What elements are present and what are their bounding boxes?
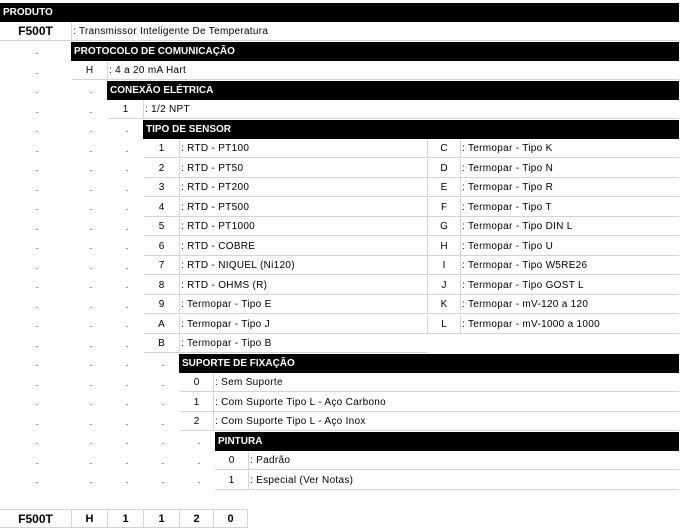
dot-leader: . bbox=[161, 436, 165, 446]
dot-leader: . bbox=[197, 455, 201, 466]
dot-leader: . bbox=[125, 338, 129, 349]
dot-leader: . bbox=[89, 338, 93, 349]
sensor-code: I bbox=[427, 256, 461, 275]
dot-leader: . bbox=[125, 143, 129, 154]
pintura-code: 1 bbox=[215, 471, 249, 490]
summary-code: 0 bbox=[214, 509, 248, 528]
sensor-code: 4 bbox=[144, 198, 180, 217]
dot-leader: . bbox=[35, 65, 39, 76]
dot-leader: . bbox=[35, 241, 39, 251]
sensor-code: 6 bbox=[144, 237, 180, 256]
dot-leader: . bbox=[89, 260, 93, 271]
dot-leader: . bbox=[125, 358, 129, 368]
dot-leader: . bbox=[125, 436, 129, 446]
dot-leader: . bbox=[89, 299, 93, 310]
dot-leader: . bbox=[89, 358, 93, 368]
sensor-code: 5 bbox=[144, 217, 180, 236]
conexao-header bbox=[107, 81, 679, 100]
dot-leader: . bbox=[35, 260, 39, 271]
summary-code: 1 bbox=[144, 509, 180, 528]
sensor-header-label: TIPO DE SENSOR bbox=[146, 124, 232, 135]
dot-leader: . bbox=[35, 124, 39, 134]
sensor-desc: : RTD - PT1000 bbox=[180, 217, 427, 236]
protocolo-header-label: PROTOCOLO DE COMUNICAÇÃO bbox=[74, 46, 235, 57]
sensor-desc: : Termopar - Tipo T bbox=[461, 198, 679, 217]
sensor-header bbox=[143, 120, 679, 139]
summary-code: 2 bbox=[180, 509, 214, 528]
dot-leader: . bbox=[89, 182, 93, 193]
conexao-header-label: CONEXÃO ELÉTRICA bbox=[110, 85, 214, 96]
sensor-code: 8 bbox=[144, 276, 180, 295]
sensor-code: 7 bbox=[144, 256, 180, 275]
dot-leader: . bbox=[89, 280, 93, 290]
sensor-code: F bbox=[427, 198, 461, 217]
suporte-desc: : Com Suporte Tipo L - Aço Inox bbox=[214, 412, 679, 431]
conexao-code: 1 bbox=[108, 100, 144, 119]
sensor-desc: : RTD - COBRE bbox=[180, 237, 427, 256]
dot-leader: . bbox=[125, 416, 129, 427]
produto-code: F500T bbox=[0, 22, 72, 41]
produto-header bbox=[0, 3, 679, 22]
dot-leader: . bbox=[89, 124, 93, 134]
sensor-code: 3 bbox=[144, 178, 180, 197]
sensor-desc: : Termopar - Tipo U bbox=[461, 237, 679, 256]
sensor-desc: : Termopar - Tipo J bbox=[180, 315, 427, 334]
sensor-code: D bbox=[427, 159, 461, 178]
dot-leader: . bbox=[197, 475, 201, 485]
dot-leader: . bbox=[89, 416, 93, 427]
dot-leader: . bbox=[35, 299, 39, 310]
summary-code: H bbox=[72, 509, 108, 528]
dot-leader: . bbox=[161, 416, 165, 427]
sensor-code: 9 bbox=[144, 295, 180, 314]
suporte-header bbox=[179, 354, 679, 373]
sensor-desc: : Termopar - Tipo DIN L bbox=[461, 217, 679, 236]
dot-leader: . bbox=[125, 260, 129, 271]
sensor-code: J bbox=[427, 276, 461, 295]
sensor-desc: : Termopar - mV-1000 a 1000 bbox=[461, 315, 679, 334]
produto-desc: : Transmissor Inteligente De Temperatura bbox=[72, 22, 679, 41]
dot-leader: . bbox=[89, 202, 93, 212]
dot-leader: . bbox=[89, 221, 93, 232]
sensor-desc: : Termopar - Tipo E bbox=[180, 295, 427, 314]
dot-leader: . bbox=[125, 221, 129, 232]
suporte-desc: : Sem Suporte bbox=[214, 373, 679, 392]
dot-leader: . bbox=[35, 104, 39, 115]
dot-leader: . bbox=[35, 416, 39, 427]
dot-leader: . bbox=[161, 377, 165, 388]
dot-leader: . bbox=[125, 280, 129, 290]
dot-leader: . bbox=[125, 455, 129, 466]
dot-leader: . bbox=[125, 202, 129, 212]
sensor-desc: : RTD - PT500 bbox=[180, 198, 427, 217]
dot-leader: . bbox=[125, 241, 129, 251]
dot-leader: . bbox=[35, 397, 39, 407]
sensor-desc: : RTD - PT100 bbox=[180, 139, 427, 158]
dot-leader: . bbox=[89, 475, 93, 485]
pintura-header bbox=[215, 432, 679, 451]
dot-leader: . bbox=[89, 163, 93, 173]
dot-leader: . bbox=[89, 377, 93, 388]
dot-leader: . bbox=[35, 85, 39, 95]
summary-code: F500T bbox=[0, 509, 72, 528]
dot-leader: . bbox=[197, 436, 201, 446]
dot-leader: . bbox=[89, 455, 93, 466]
dot-leader: . bbox=[35, 182, 39, 193]
sensor-desc: : RTD - PT50 bbox=[180, 159, 427, 178]
dot-leader: . bbox=[35, 358, 39, 368]
sensor-code: K bbox=[427, 295, 461, 314]
sensor-code: 1 bbox=[144, 139, 180, 158]
dot-leader: . bbox=[125, 319, 129, 329]
sensor-desc: : Termopar - Tipo K bbox=[461, 139, 679, 158]
sensor-desc: : Termopar - Tipo R bbox=[461, 178, 679, 197]
sensor-desc: : Termopar - Tipo W5RE26 bbox=[461, 256, 679, 275]
pintura-code: 0 bbox=[215, 451, 249, 470]
conexao-desc: : 1/2 NPT bbox=[144, 100, 679, 119]
dot-leader: . bbox=[35, 202, 39, 212]
sensor-desc: : Termopar - mV-120 a 120 bbox=[461, 295, 679, 314]
dot-leader: . bbox=[161, 358, 165, 368]
sensor-desc: : RTD - NIQUEL (Ni120) bbox=[180, 256, 427, 275]
sensor-desc: : RTD - PT200 bbox=[180, 178, 427, 197]
suporte-header-label: SUPORTE DE FIXAÇÃO bbox=[182, 358, 295, 369]
dot-leader: . bbox=[89, 143, 93, 154]
sensor-desc: : Termopar - Tipo GOST L bbox=[461, 276, 679, 295]
dot-leader: . bbox=[89, 85, 93, 95]
dot-leader: . bbox=[89, 104, 93, 115]
dot-leader: . bbox=[89, 241, 93, 251]
dot-leader: . bbox=[125, 163, 129, 173]
sensor-desc: : Termopar - Tipo B bbox=[180, 334, 427, 353]
sensor-code: C bbox=[427, 139, 461, 158]
pintura-header-label: PINTURA bbox=[218, 436, 263, 447]
dot-leader: . bbox=[125, 475, 129, 485]
summary-code: 1 bbox=[108, 509, 144, 528]
dot-leader: . bbox=[35, 377, 39, 388]
protocolo-code: H bbox=[72, 61, 108, 80]
dot-leader: . bbox=[35, 163, 39, 173]
dot-leader: . bbox=[125, 397, 129, 407]
sensor-code: A bbox=[144, 315, 180, 334]
pintura-desc: : Especial (Ver Notas) bbox=[249, 471, 679, 490]
dot-leader: . bbox=[35, 475, 39, 485]
dot-leader: . bbox=[161, 397, 165, 407]
dot-leader: . bbox=[125, 124, 129, 134]
dot-leader: . bbox=[35, 46, 39, 56]
sensor-desc: : RTD - OHMS (R) bbox=[180, 276, 427, 295]
sensor-code: G bbox=[427, 217, 461, 236]
suporte-desc: : Com Suporte Tipo L - Aço Carbono bbox=[214, 393, 679, 412]
dot-leader: . bbox=[35, 143, 39, 154]
dot-leader: . bbox=[35, 280, 39, 290]
dot-leader: . bbox=[125, 377, 129, 388]
dot-leader: . bbox=[89, 319, 93, 329]
dot-leader: . bbox=[161, 455, 165, 466]
dot-leader: . bbox=[161, 475, 165, 485]
protocolo-desc: : 4 a 20 mA Hart bbox=[108, 61, 679, 80]
dot-leader: . bbox=[35, 221, 39, 232]
dot-leader: . bbox=[89, 436, 93, 446]
produto-header-label: PRODUTO bbox=[3, 7, 53, 18]
sensor-code: H bbox=[427, 237, 461, 256]
dot-leader: . bbox=[35, 319, 39, 329]
dot-leader: . bbox=[125, 182, 129, 193]
pintura-desc: : Padrão bbox=[249, 451, 679, 470]
sensor-code: L bbox=[427, 315, 461, 334]
suporte-code: 1 bbox=[180, 393, 214, 412]
sensor-desc: : Termopar - Tipo N bbox=[461, 159, 679, 178]
dot-leader: . bbox=[35, 455, 39, 466]
suporte-code: 0 bbox=[180, 373, 214, 392]
suporte-code: 2 bbox=[180, 412, 214, 431]
sensor-code: 2 bbox=[144, 159, 180, 178]
dot-leader: . bbox=[35, 436, 39, 446]
dot-leader: . bbox=[125, 299, 129, 310]
sensor-code: B bbox=[144, 334, 180, 353]
protocolo-header bbox=[71, 42, 679, 61]
sensor-code: E bbox=[427, 178, 461, 197]
dot-leader: . bbox=[35, 338, 39, 349]
dot-leader: . bbox=[89, 397, 93, 407]
